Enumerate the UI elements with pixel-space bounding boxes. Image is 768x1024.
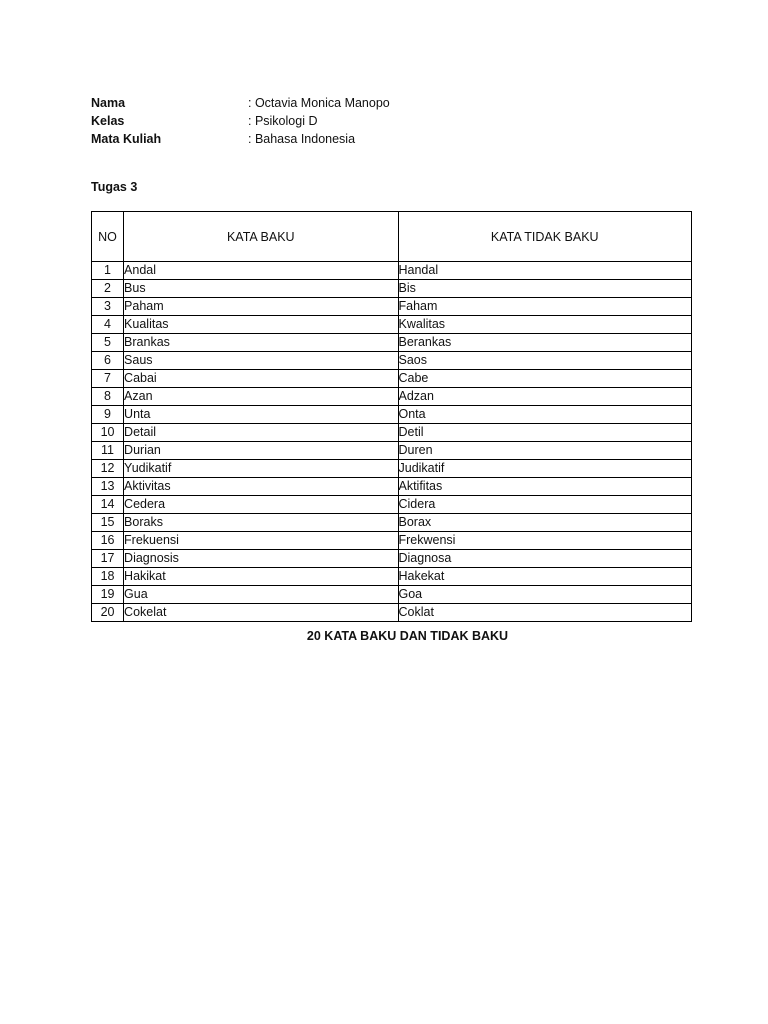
word-table — [91, 211, 692, 622]
kata-baku-cell: Gua — [124, 586, 398, 604]
kata-baku-cell: Frekuensi — [124, 532, 398, 550]
task-title: Tugas 3 — [91, 180, 138, 194]
kata-baku-cell: Brankas — [124, 334, 398, 352]
kata-baku-cell: Paham — [124, 298, 398, 316]
kata-tidak-baku-cell: Detil — [398, 424, 692, 442]
header-kata-baku: KATA BAKU — [124, 212, 398, 262]
row-number: 19 — [92, 586, 124, 604]
kata-tidak-baku-cell: Diagnosa — [398, 550, 692, 568]
row-number: 18 — [92, 568, 124, 586]
table-row — [92, 424, 692, 442]
row-number: 8 — [92, 388, 124, 406]
kata-tidak-baku-cell: Berankas — [398, 334, 692, 352]
kata-baku-cell: Cokelat — [124, 604, 398, 622]
table-row — [92, 352, 692, 370]
kata-tidak-baku-cell: Hakekat — [398, 568, 692, 586]
row-number: 13 — [92, 478, 124, 496]
row-number: 7 — [92, 370, 124, 388]
table-row — [92, 406, 692, 424]
table-row — [92, 298, 692, 316]
kata-tidak-baku-cell: Cidera — [398, 496, 692, 514]
table-row — [92, 478, 692, 496]
kata-tidak-baku-cell: Onta — [398, 406, 692, 424]
info-value: : Octavia Monica Manopo — [248, 96, 390, 110]
kata-baku-cell: Yudikatif — [124, 460, 398, 478]
info-row-kelas — [91, 112, 390, 130]
kata-baku-cell: Cedera — [124, 496, 398, 514]
kata-baku-cell: Unta — [124, 406, 398, 424]
table-row — [92, 316, 692, 334]
row-number: 16 — [92, 532, 124, 550]
kata-tidak-baku-cell: Aktifitas — [398, 478, 692, 496]
kata-baku-cell: Azan — [124, 388, 398, 406]
info-row-nama — [91, 94, 390, 112]
table-row — [92, 532, 692, 550]
row-number: 5 — [92, 334, 124, 352]
kata-baku-cell: Aktivitas — [124, 478, 398, 496]
header-no: NO — [92, 212, 124, 262]
row-number: 3 — [92, 298, 124, 316]
row-number: 11 — [92, 442, 124, 460]
row-number: 2 — [92, 280, 124, 298]
table-caption: 20 KATA BAKU DAN TIDAK BAKU — [306, 629, 509, 643]
table-row — [92, 280, 692, 298]
kata-baku-cell: Diagnosis — [124, 550, 398, 568]
kata-tidak-baku-cell: Bis — [398, 280, 692, 298]
kata-baku-cell: Bus — [124, 280, 398, 298]
row-number: 6 — [92, 352, 124, 370]
table-row — [92, 604, 692, 622]
row-number: 17 — [92, 550, 124, 568]
kata-baku-cell: Saus — [124, 352, 398, 370]
kata-tidak-baku-cell: Judikatif — [398, 460, 692, 478]
kata-tidak-baku-cell: Handal — [398, 262, 692, 280]
info-label: Nama — [91, 96, 126, 110]
kata-baku-cell: Cabai — [124, 370, 398, 388]
table-row — [92, 496, 692, 514]
info-row-mata-kuliah — [91, 130, 390, 148]
row-number: 1 — [92, 262, 124, 280]
kata-tidak-baku-cell: Coklat — [398, 604, 692, 622]
info-value: : Bahasa Indonesia — [248, 132, 356, 146]
info-label: Kelas — [91, 114, 125, 128]
table-row — [92, 334, 692, 352]
kata-tidak-baku-cell: Saos — [398, 352, 692, 370]
table-header-row — [92, 212, 692, 262]
kata-tidak-baku-cell: Goa — [398, 586, 692, 604]
table-row — [92, 568, 692, 586]
table-row — [92, 550, 692, 568]
kata-tidak-baku-cell: Kwalitas — [398, 316, 692, 334]
kata-tidak-baku-cell: Duren — [398, 442, 692, 460]
table-row — [92, 514, 692, 532]
row-number: 4 — [92, 316, 124, 334]
kata-baku-cell: Boraks — [124, 514, 398, 532]
table-row — [92, 388, 692, 406]
table-row — [92, 460, 692, 478]
row-number: 20 — [92, 604, 124, 622]
table-row — [92, 262, 692, 280]
kata-baku-cell: Hakikat — [124, 568, 398, 586]
kata-tidak-baku-cell: Frekwensi — [398, 532, 692, 550]
table-row — [92, 370, 692, 388]
kata-tidak-baku-cell: Adzan — [398, 388, 692, 406]
kata-baku-cell: Durian — [124, 442, 398, 460]
row-number: 10 — [92, 424, 124, 442]
table-row — [92, 586, 692, 604]
info-label: Mata Kuliah — [91, 132, 162, 146]
header-kata-tidak-baku: KATA TIDAK BAKU — [398, 212, 692, 262]
row-number: 9 — [92, 406, 124, 424]
kata-tidak-baku-cell: Cabe — [398, 370, 692, 388]
kata-baku-cell: Detail — [124, 424, 398, 442]
kata-baku-cell: Kualitas — [124, 316, 398, 334]
row-number: 14 — [92, 496, 124, 514]
row-number: 15 — [92, 514, 124, 532]
kata-tidak-baku-cell: Borax — [398, 514, 692, 532]
kata-baku-cell: Andal — [124, 262, 398, 280]
student-info — [91, 94, 390, 148]
table-row — [92, 442, 692, 460]
kata-tidak-baku-cell: Faham — [398, 298, 692, 316]
table-body — [92, 262, 692, 622]
info-value: : Psikologi D — [248, 114, 318, 128]
row-number: 12 — [92, 460, 124, 478]
